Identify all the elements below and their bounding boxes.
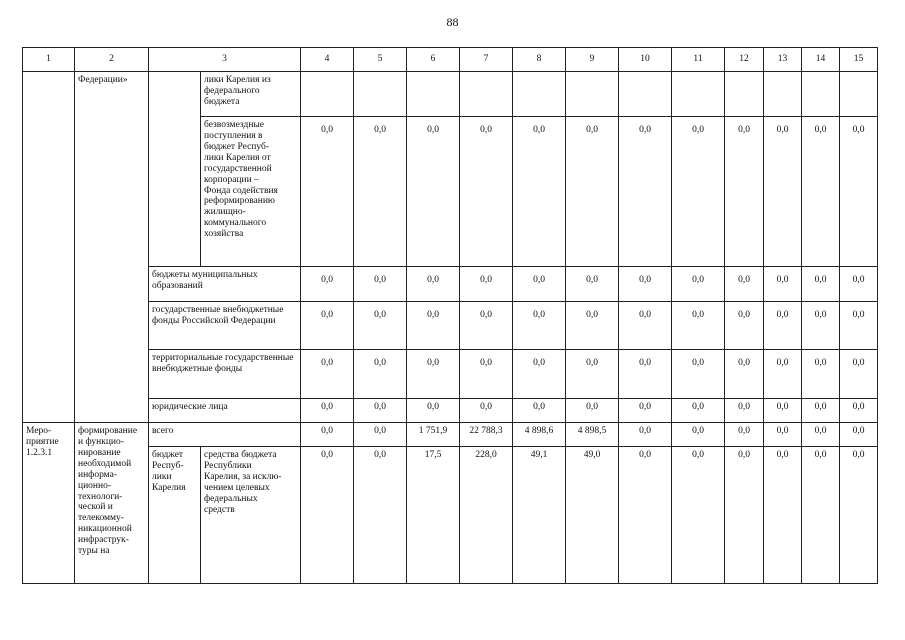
source-label: юридические лица: [152, 402, 228, 412]
value-cell: [460, 72, 513, 117]
col2-cell: [75, 423, 149, 584]
value-cell: 0,0: [301, 447, 354, 584]
value-cell: [725, 72, 764, 117]
value-cell: [301, 72, 354, 117]
value-cell: 0,0: [407, 117, 460, 267]
value-cell: 0,0: [619, 302, 672, 350]
value-cell: 0,0: [619, 350, 672, 399]
value-cell: 0,0: [301, 350, 354, 399]
page-number: 88: [446, 15, 459, 29]
value-cell: 0,0: [725, 267, 764, 302]
value-cell: 0,0: [354, 350, 407, 399]
value-cell: 0,0: [725, 302, 764, 350]
col3-cell: [149, 350, 301, 399]
value-cell: 0,0: [840, 399, 878, 423]
header-cell: 14: [802, 48, 840, 72]
table-row: [23, 350, 878, 399]
value-cell: [840, 72, 878, 117]
header-cell: 10: [619, 48, 672, 72]
value-cell: 4 898,5: [566, 423, 619, 447]
value-cell: 0,0: [764, 267, 802, 302]
value-cell: 0,0: [802, 117, 840, 267]
value-cell: 0,0: [764, 302, 802, 350]
table-row: [23, 447, 878, 584]
col1-cell: [23, 72, 75, 423]
header-cell: 13: [764, 48, 802, 72]
value-cell: 0,0: [802, 447, 840, 584]
header-cell: 5: [354, 48, 407, 72]
value-cell: 49,0: [566, 447, 619, 584]
value-cell: [619, 72, 672, 117]
value-cell: 0,0: [725, 399, 764, 423]
source-label: средства бюджета Республики Карелия, за исклю- чением целевых федеральных средств: [204, 450, 282, 515]
value-cell: 0,0: [802, 267, 840, 302]
value-cell: 0,0: [619, 423, 672, 447]
value-cell: 0,0: [354, 302, 407, 350]
col3-cell: [149, 267, 301, 302]
source-label: бюджеты муниципальных образований: [152, 270, 258, 291]
value-cell: 0,0: [672, 447, 725, 584]
table-row: [23, 399, 878, 423]
value-cell: 0,0: [301, 399, 354, 423]
value-cell: 0,0: [513, 399, 566, 423]
col3b-cell: [201, 447, 301, 584]
value-cell: 0,0: [619, 267, 672, 302]
table-row: [23, 72, 878, 117]
value-cell: 0,0: [672, 399, 725, 423]
value-cell: 0,0: [407, 399, 460, 423]
value-cell: [672, 72, 725, 117]
col3a-cell: [149, 72, 201, 267]
activity-label: Меро- приятие 1.2.3.1: [26, 426, 59, 458]
value-cell: 0,0: [513, 117, 566, 267]
source-label: безвозмездные поступления в бюджет Респуб- лики Карелия от государственной корпорации – Фонда содействия реформированию жилищно- коммунального хозяйства: [204, 120, 278, 240]
value-cell: 0,0: [301, 267, 354, 302]
col3a-cell: [149, 447, 201, 584]
header-row: [23, 48, 878, 72]
value-cell: [513, 72, 566, 117]
value-cell: 0,0: [725, 423, 764, 447]
activity-description: формирование и функцио- нирование необходимой информа- ционно- технологи- ческой и телекомму- никационной инфраструк- туры на: [78, 426, 138, 557]
header-cell: 7: [460, 48, 513, 72]
value-cell: 0,0: [619, 399, 672, 423]
value-cell: 0,0: [407, 302, 460, 350]
value-cell: 0,0: [354, 423, 407, 447]
value-cell: 228,0: [460, 447, 513, 584]
value-cell: 0,0: [764, 350, 802, 399]
value-cell: 0,0: [672, 423, 725, 447]
value-cell: 0,0: [725, 447, 764, 584]
value-cell: 0,0: [764, 447, 802, 584]
value-cell: 0,0: [840, 302, 878, 350]
col3b-cell: [201, 72, 301, 117]
value-cell: 0,0: [619, 447, 672, 584]
col1-cell: [23, 423, 75, 584]
value-cell: 0,0: [566, 350, 619, 399]
col2-text: Федерации»: [78, 75, 128, 85]
value-cell: 0,0: [672, 350, 725, 399]
value-cell: 1 751,9: [407, 423, 460, 447]
table-row: [23, 423, 878, 447]
table-row: [23, 267, 878, 302]
value-cell: 0,0: [764, 399, 802, 423]
budget-table: [22, 47, 878, 584]
value-cell: 0,0: [840, 267, 878, 302]
value-cell: 0,0: [460, 399, 513, 423]
value-cell: 0,0: [672, 117, 725, 267]
value-cell: [566, 72, 619, 117]
value-cell: 0,0: [460, 117, 513, 267]
col2-cell: [75, 72, 149, 423]
value-cell: 0,0: [840, 117, 878, 267]
value-cell: [354, 72, 407, 117]
value-cell: 0,0: [513, 302, 566, 350]
header-cell: 3: [149, 48, 301, 72]
value-cell: 0,0: [566, 302, 619, 350]
value-cell: 0,0: [802, 350, 840, 399]
header-cell: 15: [840, 48, 878, 72]
value-cell: 0,0: [725, 350, 764, 399]
value-cell: [802, 72, 840, 117]
header-cell: 4: [301, 48, 354, 72]
value-cell: 0,0: [301, 117, 354, 267]
value-cell: 0,0: [460, 267, 513, 302]
header-cell: 8: [513, 48, 566, 72]
source-label: территориальные государственные внебюджетные фонды: [152, 353, 294, 374]
source-label: всего: [152, 426, 174, 436]
source-label: государственные внебюджетные фонды Российской Федерации: [152, 305, 284, 326]
value-cell: 0,0: [672, 302, 725, 350]
value-cell: 0,0: [764, 117, 802, 267]
header-cell: 1: [23, 48, 75, 72]
value-cell: 0,0: [840, 350, 878, 399]
source-label: бюджет Респуб- лики Карелия: [152, 450, 186, 493]
value-cell: 0,0: [513, 350, 566, 399]
col3-cell: [149, 423, 301, 447]
value-cell: 17,5: [407, 447, 460, 584]
col3-cell: [149, 302, 301, 350]
col3b-cell: [201, 117, 301, 267]
header-cell: 6: [407, 48, 460, 72]
value-cell: 0,0: [802, 423, 840, 447]
value-cell: 0,0: [407, 267, 460, 302]
header-cell: 2: [75, 48, 149, 72]
value-cell: 0,0: [566, 399, 619, 423]
value-cell: [764, 72, 802, 117]
value-cell: [407, 72, 460, 117]
value-cell: 0,0: [513, 267, 566, 302]
table-row: [23, 302, 878, 350]
value-cell: 0,0: [672, 267, 725, 302]
source-label: лики Карелия из федерального бюджета: [204, 75, 271, 107]
value-cell: 0,0: [802, 302, 840, 350]
header-cell: 12: [725, 48, 764, 72]
value-cell: 0,0: [460, 302, 513, 350]
value-cell: 0,0: [566, 267, 619, 302]
value-cell: 0,0: [840, 423, 878, 447]
header-cell: 9: [566, 48, 619, 72]
value-cell: 22 788,3: [460, 423, 513, 447]
value-cell: 0,0: [354, 399, 407, 423]
header-cell: 11: [672, 48, 725, 72]
value-cell: 0,0: [301, 423, 354, 447]
value-cell: 4 898,6: [513, 423, 566, 447]
value-cell: 0,0: [354, 447, 407, 584]
value-cell: 49,1: [513, 447, 566, 584]
value-cell: 0,0: [460, 350, 513, 399]
col3-cell: [149, 399, 301, 423]
value-cell: 0,0: [354, 117, 407, 267]
value-cell: 0,0: [407, 350, 460, 399]
value-cell: 0,0: [354, 267, 407, 302]
value-cell: 0,0: [725, 117, 764, 267]
value-cell: 0,0: [301, 302, 354, 350]
value-cell: 0,0: [840, 447, 878, 584]
value-cell: 0,0: [764, 423, 802, 447]
value-cell: 0,0: [619, 117, 672, 267]
value-cell: 0,0: [802, 399, 840, 423]
value-cell: 0,0: [566, 117, 619, 267]
